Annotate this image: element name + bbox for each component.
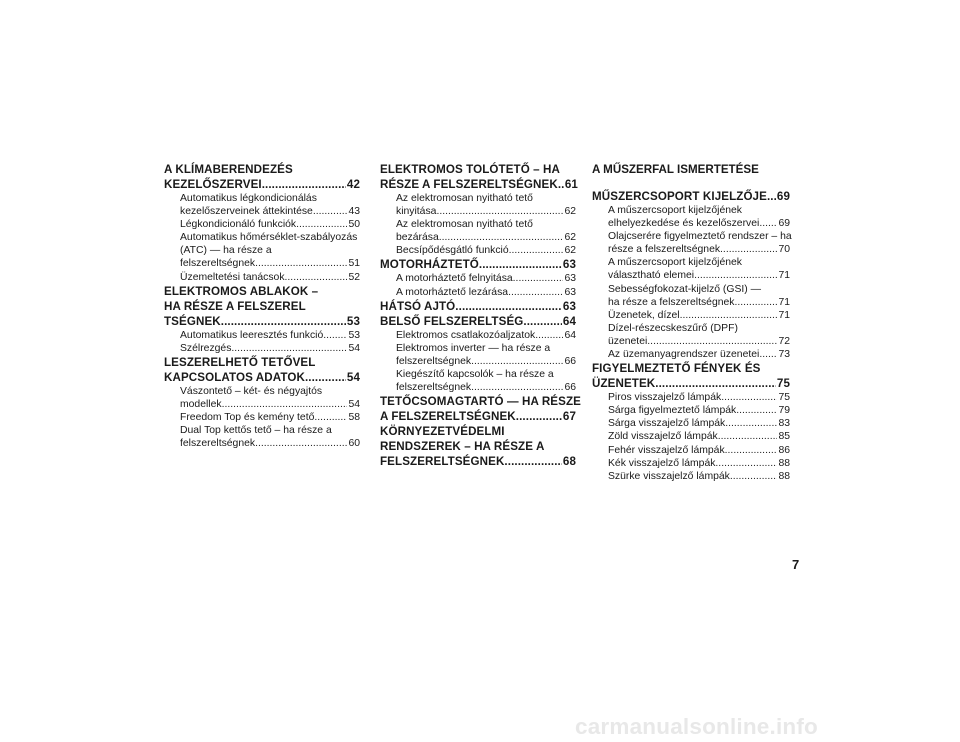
toc-entry-title: üzenetei (608, 335, 648, 347)
dot-leader (730, 470, 778, 483)
toc-entry-title: A FELSZERELTSÉGNEK (380, 410, 516, 424)
toc-page-number: 64 (564, 329, 576, 341)
toc-entry-row (164, 177, 360, 192)
toc-entry-title: TSÉGNEK (164, 314, 221, 328)
toc-page-number: 62 (564, 232, 576, 244)
toc-entry-row (380, 299, 576, 314)
toc-page-number: 69 (778, 218, 790, 230)
toc-heading[interactable] (380, 299, 576, 314)
toc-entry-line: Automatikus légkondicionálás (180, 193, 317, 204)
toc-page-number: 62 (564, 206, 576, 218)
toc-entry-line: Sebességfokozat-kijelző (GSI) — (608, 283, 762, 295)
toc-entry-row (180, 205, 360, 218)
toc-entry-row (396, 286, 576, 299)
toc-page-number: 58 (348, 412, 360, 424)
toc-entry-title: kinyitása (396, 206, 437, 218)
toc-entry-title: A motorháztető felnyitása (396, 273, 513, 285)
toc-subentry[interactable] (380, 272, 576, 285)
toc-entry-title: BELSŐ FELSZERELTSÉG (380, 314, 524, 328)
dot-leader (721, 391, 777, 404)
toc-subentry[interactable] (164, 231, 360, 270)
toc-entry-row (608, 243, 790, 256)
toc-subentry[interactable] (380, 368, 576, 394)
dot-leader (455, 299, 562, 314)
toc-heading[interactable] (592, 162, 790, 177)
toc-page-number: 63 (564, 273, 576, 285)
toc-entry-title: kezelőszerveinek áttekintése (180, 206, 313, 218)
toc-subentry[interactable] (592, 444, 790, 457)
toc-entry-row (180, 342, 360, 355)
toc-entry-title: KEZELŐSZERVEI (164, 178, 262, 191)
toc-entry-row (396, 272, 576, 285)
toc-subentry[interactable] (164, 424, 360, 450)
toc-entry-title: Fehér visszajelző lámpák (608, 444, 725, 456)
dot-leader (222, 398, 348, 411)
toc-page-number: 63 (564, 286, 576, 298)
toc-subentry[interactable] (592, 457, 790, 470)
toc-entry-row (608, 309, 790, 322)
toc-entry-title: FELSZERELTSÉGNEK (380, 455, 505, 469)
dot-leader (736, 404, 777, 417)
toc-entry-row (396, 205, 576, 218)
toc-entry-line: TETŐCSOMAGTARTÓ — HA RÉSZE (380, 395, 581, 409)
toc-page-number: 83 (778, 418, 790, 430)
toc-heading[interactable] (164, 162, 360, 192)
toc-entry-title: Üzemeltetési tanácsok (180, 271, 285, 283)
dot-leader (715, 457, 777, 470)
toc-column-2 (380, 162, 581, 469)
dot-leader (647, 335, 777, 348)
toc-entry-title: MOTORHÁZTETŐ (380, 258, 479, 272)
dot-leader (471, 355, 563, 368)
toc-entry-line: FIGYELMEZTETŐ FÉNYEK ÉS (592, 362, 761, 376)
toc-page-number: 66 (564, 355, 576, 367)
toc-subentry[interactable] (380, 329, 576, 342)
toc-entry-title: része a felszereltségnek (608, 244, 721, 256)
toc-entry-title: felszereltségnek (396, 355, 472, 367)
toc-page-number: 53 (346, 314, 360, 328)
dot-leader (767, 189, 776, 204)
toc-page-number: 52 (348, 271, 360, 283)
toc-page-number: 72 (778, 335, 790, 347)
toc-page-number: 62 (564, 245, 576, 257)
dot-leader (735, 296, 778, 309)
toc-entry-line: (ATC) — ha része a (180, 245, 272, 257)
toc-entry-line: Az elektromosan nyitható tető (396, 219, 533, 231)
dot-leader (436, 205, 563, 218)
toc-subentry[interactable] (592, 404, 790, 417)
toc-heading[interactable] (164, 284, 360, 329)
toc-page-number: 69 (776, 190, 790, 203)
dot-leader (313, 205, 348, 218)
toc-page-number: 51 (348, 258, 360, 270)
toc-entry-title: HÁTSÓ AJTÓ (380, 299, 456, 313)
toc-entry-title: A motorháztető lezárása (396, 286, 509, 298)
toc-page-number: 61 (564, 178, 578, 191)
toc-entry-line: HA RÉSZE A FELSZEREL (164, 299, 306, 313)
dot-leader (680, 309, 778, 322)
toc-entry-row (608, 296, 790, 309)
toc-entry-line: ELEKTROMOS ABLAKOK – (164, 284, 319, 298)
toc-subentry[interactable] (592, 283, 790, 309)
toc-entry-row (608, 217, 790, 230)
toc-entry-title: ha része a felszereltségnek (608, 296, 735, 308)
toc-page-number: 88 (778, 470, 790, 482)
toc-entry-title: Becsípődésgátló funkció (396, 245, 509, 257)
dot-leader (655, 376, 776, 391)
toc-entry-row (608, 348, 790, 361)
toc-entry-line: Dízel-részecskeszűrő (DPF) (608, 322, 738, 334)
toc-heading[interactable] (380, 162, 576, 192)
toc-entry-row (180, 271, 360, 284)
toc-page-number: 88 (778, 457, 790, 469)
dot-leader (523, 314, 561, 329)
dot-leader (439, 231, 564, 244)
dot-leader (759, 348, 777, 361)
toc-entry-row (180, 411, 360, 424)
toc-entry-row (608, 335, 790, 348)
toc-subentry[interactable] (592, 417, 790, 430)
toc-entry-title: elhelyezkedése és kezelőszervei (608, 218, 760, 230)
toc-entry-row (380, 409, 576, 424)
toc-entry-title: Piros visszajelző lámpák (608, 392, 722, 404)
dot-leader (759, 217, 777, 230)
toc-page-number: 73 (778, 349, 790, 361)
toc-page-number: 75 (778, 392, 790, 404)
toc-page-number: 71 (778, 270, 790, 282)
toc-subentry[interactable] (164, 192, 360, 218)
toc-page-number: 86 (778, 444, 790, 456)
toc-subentry[interactable] (164, 385, 360, 411)
toc-entry-line: Olajcserére figyelmeztető rendszer – ha (608, 231, 792, 243)
toc-entry-row (180, 398, 360, 411)
dot-leader (262, 177, 346, 192)
watermark-text: carmanualsonline.info (575, 714, 818, 739)
toc-entry-title: Freedom Top és kemény tető (180, 412, 315, 424)
dot-leader (509, 244, 564, 257)
toc-page-number: 54 (348, 398, 360, 410)
toc-column-1 (164, 162, 360, 450)
toc-entry-title: felszereltségnek (396, 382, 472, 394)
toc-entry-row (396, 329, 576, 342)
dot-leader (725, 444, 778, 457)
dot-leader (323, 329, 347, 342)
toc-subentry[interactable] (592, 391, 790, 404)
toc-entry-row (608, 457, 790, 470)
toc-page-number: 68 (562, 455, 576, 469)
toc-entry-row (380, 314, 576, 329)
toc-entry-row (592, 376, 790, 391)
spacer (592, 177, 790, 189)
toc-entry-row (592, 189, 790, 204)
toc-entry-row (180, 329, 360, 342)
toc-entry-row (608, 391, 790, 404)
toc-subentry[interactable] (592, 470, 790, 483)
toc-page-number: 79 (778, 405, 790, 417)
toc-entry-row (164, 314, 360, 329)
toc-entry-row (164, 370, 360, 385)
toc-entry-row (608, 470, 790, 483)
toc-heading[interactable] (380, 394, 581, 424)
toc-page-number: 54 (348, 342, 360, 354)
toc-subentry[interactable] (380, 192, 576, 218)
toc-heading[interactable] (380, 314, 576, 329)
toc-subentry[interactable] (164, 342, 360, 355)
toc-page-number: 66 (564, 382, 576, 394)
toc-entry-line: Elektromos inverter — ha része a (396, 342, 551, 354)
toc-entry-row (180, 257, 360, 270)
toc-entry-line: A műszercsoport kijelzőjének (608, 205, 742, 216)
dot-leader (479, 257, 562, 272)
toc-entry-title: RÉSZE A FELSZERELTSÉGNEK (380, 178, 558, 191)
toc-entry-title: Elektromos csatlakozóaljzatok (396, 329, 536, 341)
toc-subentry[interactable] (592, 309, 790, 322)
toc-entry-title: Zöld visszajelző lámpák (608, 431, 718, 443)
toc-entry-line: Automatikus hőmérséklet-szabályozás (180, 232, 358, 244)
toc-entry-row (380, 177, 576, 192)
toc-entry-title: Automatikus leeresztés funkció (180, 329, 324, 341)
toc-entry-title: választható elemei (608, 270, 695, 282)
toc-subentry[interactable] (380, 218, 576, 244)
dot-leader (471, 381, 563, 394)
toc-entry-row (608, 430, 790, 443)
toc-page-number: 75 (776, 377, 790, 391)
toc-entry-title: KAPCSOLATOS ADATOK (164, 370, 305, 384)
toc-entry-title: felszereltségnek (180, 258, 256, 270)
dot-leader (694, 269, 777, 282)
toc-page-number: 42 (346, 178, 360, 191)
toc-entry-row (608, 404, 790, 417)
toc-subentry[interactable] (164, 271, 360, 284)
toc-entry-row (180, 437, 360, 450)
toc-page-number: 54 (346, 370, 360, 384)
toc-entry-row (380, 257, 576, 272)
toc-entry-line: RENDSZEREK – HA RÉSZE A (380, 440, 545, 454)
toc-page-number: 71 (778, 296, 790, 308)
toc-entry-row (380, 454, 576, 469)
dot-leader (508, 286, 563, 299)
toc-entry-row (396, 355, 576, 368)
toc-subentry[interactable] (592, 204, 790, 230)
toc-page-number: 64 (562, 314, 576, 328)
toc-entry-line: Dual Top kettős tető – ha része a (180, 425, 332, 437)
toc-entry-line: A KLÍMABERENDEZÉS (164, 163, 293, 176)
toc-page-number: 85 (778, 431, 790, 443)
toc-heading[interactable] (380, 257, 576, 272)
dot-leader (231, 342, 347, 355)
toc-page-number: 67 (562, 410, 576, 424)
toc-subentry[interactable] (380, 244, 576, 257)
dot-leader (718, 430, 778, 443)
toc-heading[interactable] (380, 424, 576, 469)
toc-entry-title: Üzenetek, dízel (608, 309, 680, 321)
toc-entry-row (608, 417, 790, 430)
dot-leader (513, 272, 564, 285)
dot-leader (255, 437, 347, 450)
toc-entry-title: Sárga figyelmeztető lámpák (608, 405, 737, 417)
toc-entry-title: MŰSZERCSOPORT KIJELZŐJE (592, 190, 767, 203)
toc-entry-line: Kiegészítő kapcsolók – ha része a (396, 368, 554, 380)
toc-entry-title: felszereltségnek (180, 438, 256, 450)
toc-subentry[interactable] (592, 430, 790, 443)
toc-heading[interactable] (164, 355, 360, 385)
toc-page-number: 63 (562, 299, 576, 313)
toc-subentry[interactable] (164, 329, 360, 342)
dot-leader (725, 417, 777, 430)
toc-entry-title: Kék visszajelző lámpák (608, 457, 716, 469)
toc-entry-line: A műszercsoport kijelzőjének (608, 257, 742, 269)
dot-leader (296, 218, 347, 231)
toc-entry-row (608, 444, 790, 457)
dot-leader (221, 314, 346, 329)
toc-entry-title: Sárga visszajelző lámpák (608, 418, 726, 430)
toc-entry-line: KÖRNYEZETVÉDELMI (380, 425, 505, 439)
page-number: 7 (792, 557, 800, 572)
dot-leader (504, 454, 561, 469)
toc-page-number: 50 (348, 219, 360, 231)
toc-entry-row (396, 231, 576, 244)
toc-entry-line: ELEKTROMOS TOLÓTETŐ – HA (380, 163, 560, 176)
toc-subentry[interactable] (592, 230, 790, 256)
toc-column-3 (592, 162, 790, 483)
toc-subentry[interactable] (164, 218, 360, 231)
toc-entry-title: Szélrezgés (180, 342, 232, 354)
dot-leader (314, 411, 347, 424)
toc-heading[interactable] (592, 189, 790, 204)
dot-leader (535, 329, 563, 342)
toc-entry-row (180, 218, 360, 231)
toc-entry-line: Az elektromosan nyitható tető (396, 193, 533, 204)
toc-subentry[interactable] (592, 348, 790, 361)
toc-entry-line: Vászontető – két- és négyajtós (180, 385, 323, 397)
toc-subentry[interactable] (592, 256, 790, 282)
toc-entry-title: ÜZENETEK (592, 377, 656, 391)
dot-leader (720, 243, 777, 256)
toc-entry-line: A MŰSZERFAL ISMERTETÉSE (592, 163, 759, 176)
toc-entry-title: bezárása (396, 232, 439, 244)
dot-leader (255, 257, 347, 270)
dot-leader (285, 271, 348, 284)
dot-leader (305, 370, 346, 385)
toc-subentry[interactable] (380, 342, 576, 368)
toc-entry-line: LESZERELHETŐ TETŐVEL (164, 355, 316, 369)
toc-entry-title: Az üzemanyagrendszer üzenetei (608, 349, 760, 361)
toc-page-number: 70 (778, 244, 790, 256)
toc-page-number: 71 (778, 309, 790, 321)
toc-entry-row (608, 269, 790, 282)
toc-subentry[interactable] (380, 286, 576, 299)
toc-entry-title: modellek (180, 398, 222, 410)
toc-subentry[interactable] (164, 411, 360, 424)
toc-entry-title: Szürke visszajelző lámpák (608, 470, 730, 482)
toc-subentry[interactable] (592, 322, 790, 348)
toc-entry-row (396, 381, 576, 394)
toc-entry-title: Légkondicionáló funkciók (180, 219, 297, 231)
toc-heading[interactable] (592, 361, 790, 391)
toc-page-number: 60 (348, 438, 360, 450)
toc-page-number: 63 (562, 258, 576, 272)
toc-page-number: 43 (348, 206, 360, 218)
toc-page-number: 53 (348, 329, 360, 341)
dot-leader (516, 409, 562, 424)
toc-entry-row (396, 244, 576, 257)
